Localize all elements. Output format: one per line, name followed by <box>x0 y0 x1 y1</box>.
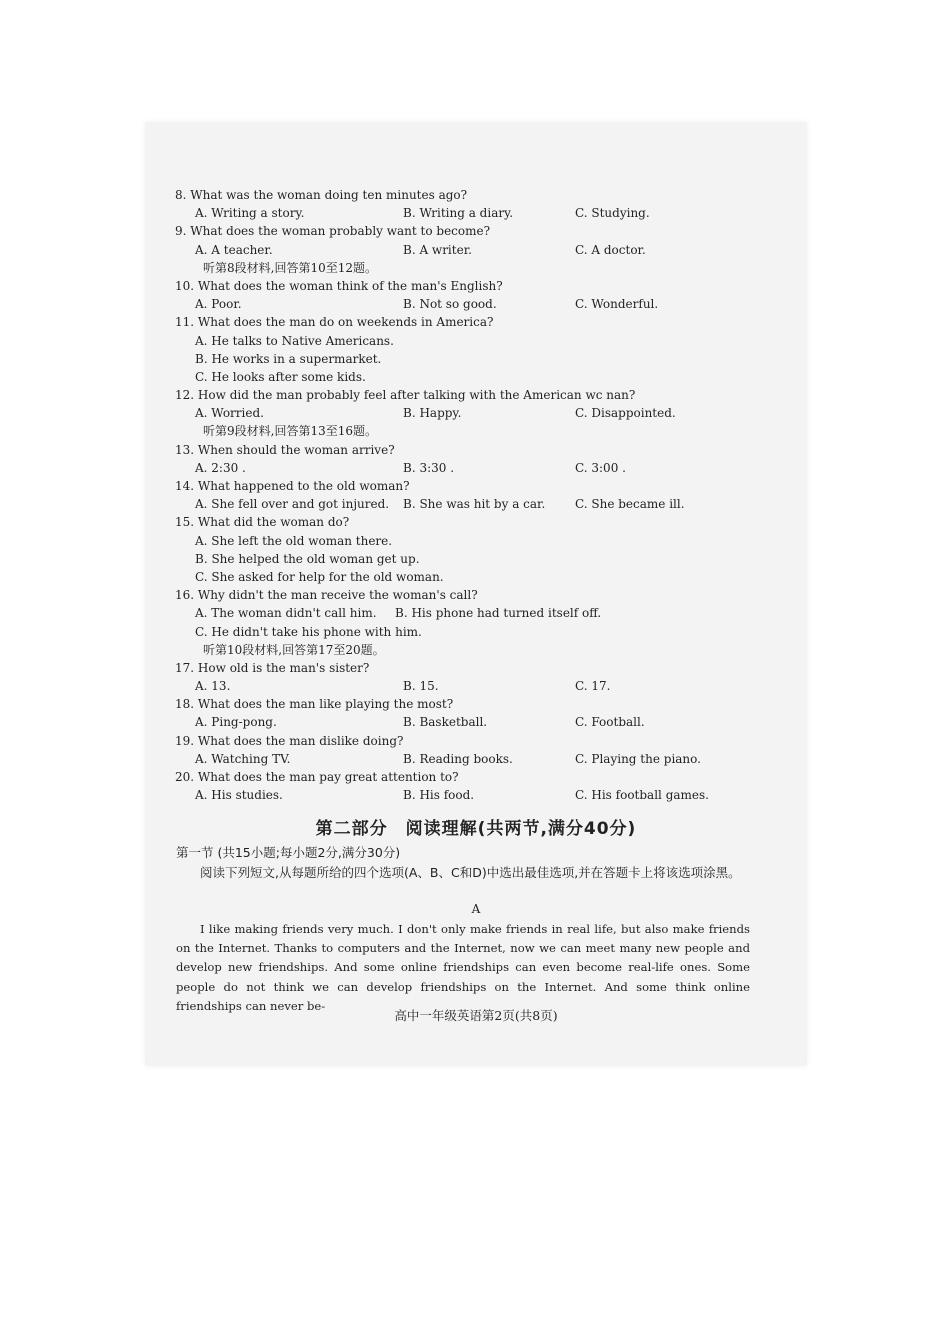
question-text: What was the woman doing ten minutes ago? <box>190 188 468 202</box>
answer-options-row <box>173 713 758 731</box>
listening-section-note: 听第10段材料,回答第17至20题。 <box>203 642 385 657</box>
answer-option: C. She became ill. <box>575 497 685 512</box>
question-text: Why didn't the man receive the woman's call? <box>197 588 478 603</box>
answer-option: C. 3:00 . <box>575 460 626 475</box>
question-number: 15. <box>175 515 195 530</box>
answer-option: C. Studying. <box>575 206 650 221</box>
question-number: 8. <box>175 188 187 202</box>
question-number: 20. <box>175 770 195 784</box>
answer-option: C. A doctor. <box>575 242 646 257</box>
answer-option: C. She asked for help for the old woman. <box>195 569 444 584</box>
question-text: How did the man probably feel after talking with the American wc nan? <box>197 388 636 403</box>
question-text: What does the man pay great attention to? <box>197 770 459 784</box>
answer-options-row <box>173 495 758 513</box>
question-text: What did the woman do? <box>197 515 350 530</box>
answer-option: A. The woman didn't call him. <box>195 606 377 621</box>
question-number: 10. <box>175 278 195 293</box>
passage-label: A <box>471 902 481 916</box>
answer-option: B. Writing a diary. <box>403 206 514 221</box>
question-text: When should the woman arrive? <box>197 442 395 457</box>
section-heading: 第一节 (共15小题;每小题2分,满分30分) <box>176 845 401 860</box>
answer-option: A. 2:30 . <box>195 460 246 475</box>
question-number: 13. <box>175 442 195 457</box>
question-stem <box>173 277 758 295</box>
question-stem <box>173 768 758 786</box>
answer-option: B. She was hit by a car. <box>403 497 546 512</box>
answer-option: A. Ping-pong. <box>195 715 277 730</box>
listening-section-note: 听第9段材料,回答第13至16题。 <box>203 424 377 439</box>
answer-option: A. His studies. <box>195 788 283 803</box>
question-text: What does the woman probably want to become? <box>190 224 491 239</box>
answer-option: C. Playing the piano. <box>575 751 701 766</box>
passage-text: I like making friends very much. I don't only make friends in real life, but also make friends on the Internet. Thanks to computers and the Internet, now we can meet many new people and develop new friendships. And some online friendships can even become real-life ones. Some people do not think we can develop friendships on the Internet. And some think online friendships can never be- <box>176 922 750 1013</box>
question-text: What does the woman think of the man's English? <box>197 278 503 293</box>
question-number: 14. <box>175 479 195 493</box>
answer-option: A. A teacher. <box>195 242 273 257</box>
question-text: What does the man do on weekends in America? <box>197 315 494 330</box>
answer-options-row <box>173 677 758 695</box>
question-stem <box>173 477 758 495</box>
question-stem <box>173 386 758 404</box>
question-list <box>173 186 758 804</box>
answer-option: A. Poor. <box>195 297 242 312</box>
question-text: What does the man like playing the most? <box>197 697 454 712</box>
answer-options-row <box>173 786 758 804</box>
answer-option: B. Basketball. <box>403 715 488 730</box>
answer-options-row <box>173 295 758 313</box>
question-stem <box>173 513 758 531</box>
question-number: 18. <box>175 697 195 712</box>
question-number: 16. <box>175 588 195 603</box>
answer-option: A. 13. <box>195 679 231 694</box>
question-number: 19. <box>175 733 195 748</box>
question-number: 17. <box>175 660 195 675</box>
answer-option: A. She fell over and got injured. <box>195 497 390 512</box>
answer-option: A. She left the old woman there. <box>195 533 393 548</box>
answer-option: B. His phone had turned itself off. <box>395 606 602 621</box>
part-title: 第二部分 阅读理解(共两节,满分40分) <box>315 819 637 839</box>
answer-option: B. A writer. <box>403 242 472 257</box>
answer-option: C. He didn't take his phone with him. <box>195 624 422 639</box>
answer-option: B. 15. <box>403 679 439 694</box>
answer-option: C. His football games. <box>575 788 709 803</box>
answer-option: C. Disappointed. <box>575 406 676 421</box>
answer-option: A. Worried. <box>195 406 264 421</box>
question-stem <box>173 659 758 677</box>
answer-options-row <box>173 241 758 259</box>
question-stem <box>173 586 758 604</box>
question-number: 11. <box>175 315 195 330</box>
answer-option: A. Writing a story. <box>195 206 305 221</box>
answer-option: C. He looks after some kids. <box>195 369 366 384</box>
page-footer: 高中一年级英语第2页(共8页) <box>394 1008 558 1023</box>
answer-options-row <box>173 604 758 622</box>
answer-option: B. His food. <box>403 788 475 803</box>
question-stem <box>173 695 758 713</box>
answer-options-row <box>173 750 758 768</box>
answer-option: B. Happy. <box>403 406 462 421</box>
answer-option: C. 17. <box>575 679 611 694</box>
question-stem <box>173 313 758 331</box>
answer-option: B. 3:30 . <box>403 460 455 475</box>
question-number: 9. <box>175 224 187 239</box>
answer-option: A. He talks to Native Americans. <box>195 333 394 348</box>
question-stem <box>173 732 758 750</box>
answer-option: C. Football. <box>575 715 645 730</box>
question-text: What happened to the old woman? <box>197 479 410 493</box>
instructions: 阅读下列短文,从每题所给的四个选项(A、B、C和D)中选出最佳选项,并在答题卡上将该选项涂黑。 <box>200 865 741 880</box>
answer-options-row <box>173 459 758 477</box>
answer-option: B. She helped the old woman get up. <box>195 551 420 566</box>
question-stem <box>173 186 758 204</box>
question-text: How old is the man's sister? <box>197 660 370 675</box>
answer-option: A. Watching TV. <box>195 751 291 766</box>
question-number: 12. <box>175 388 195 403</box>
answer-option: B. He works in a supermarket. <box>195 351 382 366</box>
answer-options-row <box>173 404 758 422</box>
answer-option: B. Not so good. <box>403 297 497 312</box>
question-text: What does the man dislike doing? <box>197 733 404 748</box>
listening-section-note: 听第8段材料,回答第10至12题。 <box>203 260 377 275</box>
answer-option: C. Wonderful. <box>575 297 659 312</box>
question-stem <box>173 222 758 240</box>
answer-option: B. Reading books. <box>403 751 513 766</box>
question-stem <box>173 441 758 459</box>
answer-options-row <box>173 204 758 222</box>
